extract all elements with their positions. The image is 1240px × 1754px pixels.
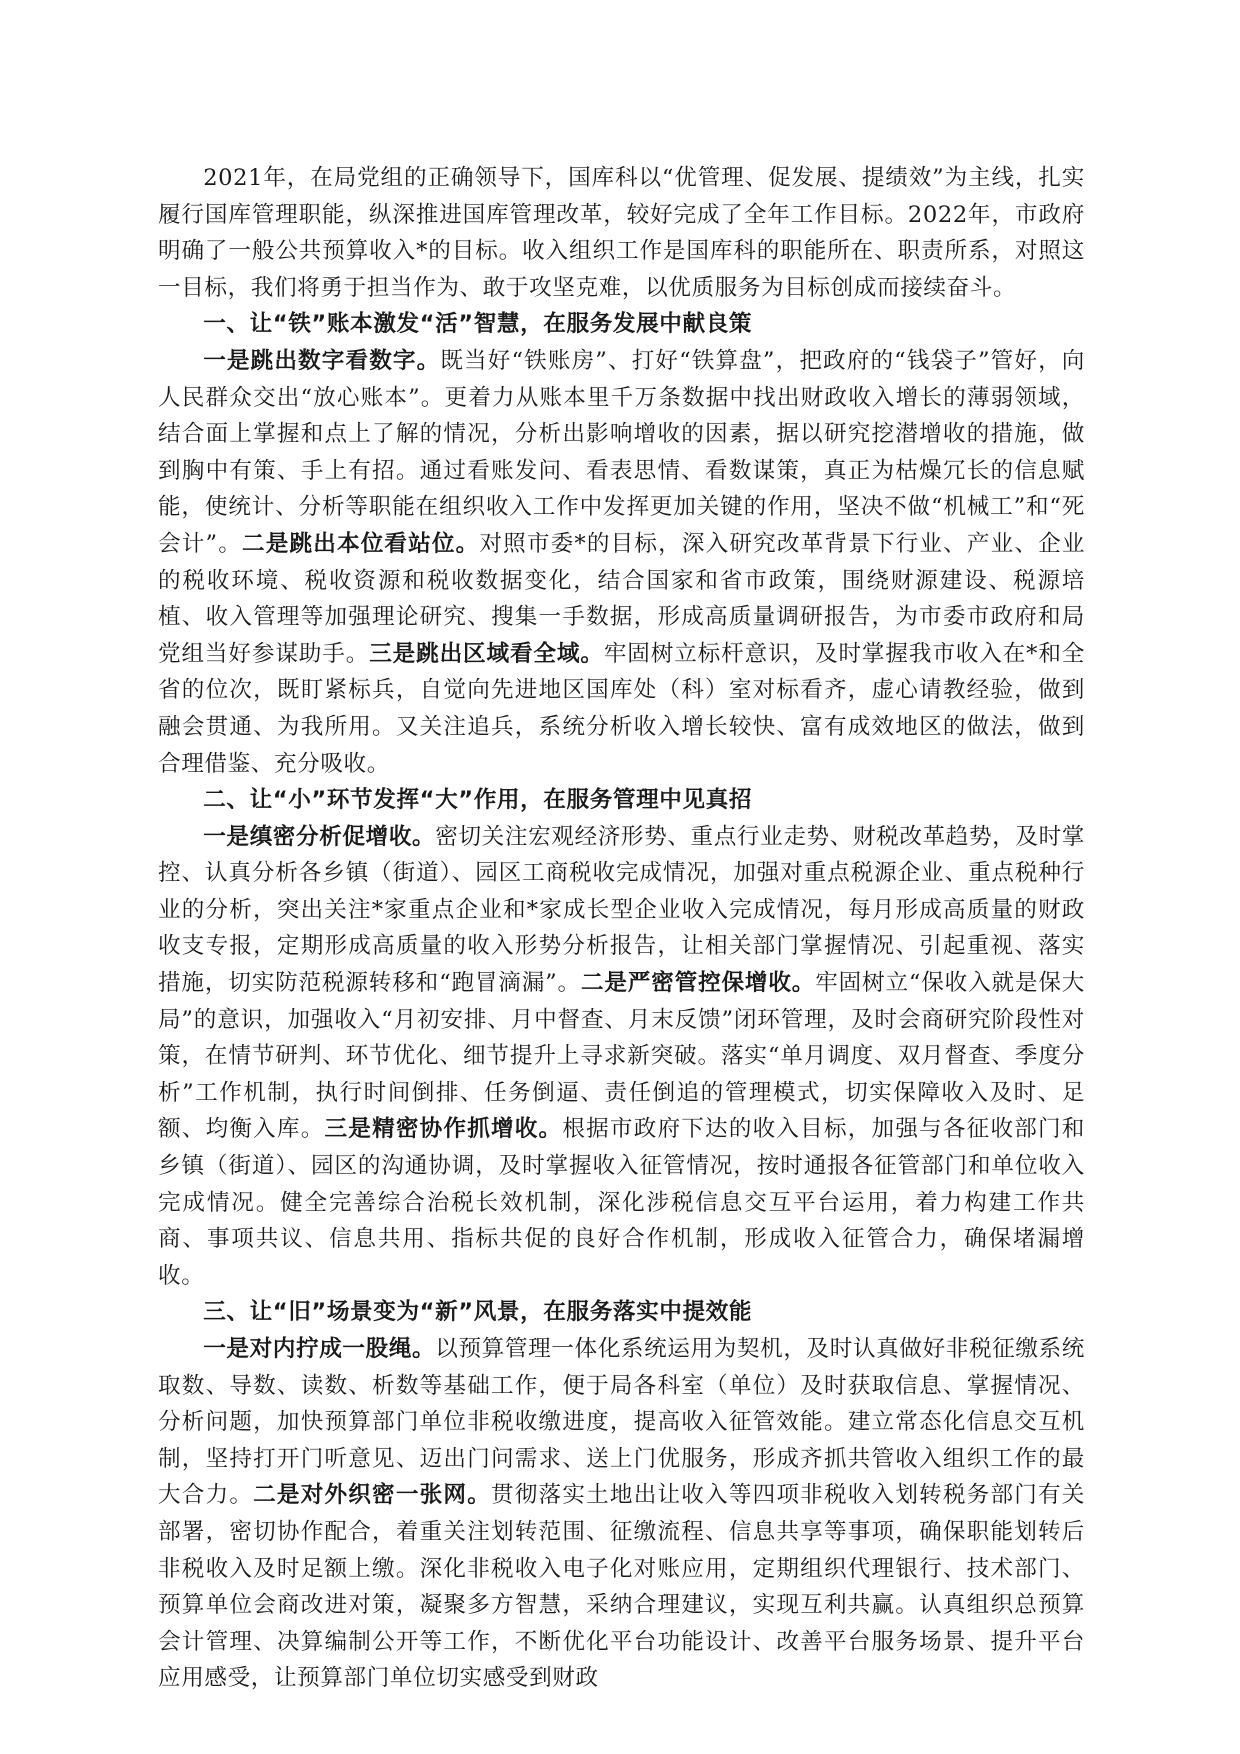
section-3-body <box>158 1331 1085 1697</box>
section-2-lead-3: 三是精密协作抓增收。 <box>324 1116 563 1143</box>
section-2-text-3: 根据市政府下达的收入目标，加强与各征收部门和乡镇（街道）、园区的沟通协调，及时掌握收入征管情况，按时通报各征管部门和单位收入完成情况。健全完善综合治税长效机制，深化涉税信息交互平台运用，着力构建工作共商、事项共议、信息共用、指标共促的良好合作机制，形成收入征管合力，确保堵漏增收。 <box>158 1116 1086 1289</box>
section-3-text-1: 以预算管理一体化系统运用为契机，及时认真做好非税征缴系统取数、导数、读数、析数等基础工作，便于局各科室（单位）及时获取信息、掌握情况、分析问题，加快预算部门单位非税收缴进度，提高收入征管效能。建立常态化信息交互机制，坚持打开门听意见、迈出门问需求、送上门优服务，形成齐抓共管收入组织工作的最大合力。 <box>158 1336 1085 1509</box>
section-1-body <box>158 343 1085 782</box>
section-1-heading: 一、让“铁”账本激发“活”智慧，在服务发展中献良策 <box>203 311 753 338</box>
section-1-text-1: 既当好“铁账房”、打好“铁算盘”，把政府的“钱袋子”管好，向人民群众交出“放心账本”。更着力从账本里千万条数据中找出财政收入增长的薄弱领域，结合面上掌握和点上了解的情况，分析出影响增收的因素，据以研究挖潜增收的措施，做到胸中有策、手上有招。通过看账发问、看表思情、看数谋策，真正为枯燥冗长的信息赋能，使统计、分析等职能在组织收入工作中发挥更加关键的作用，坚决不做“机械工”和“死会计”。 <box>158 347 1086 557</box>
section-2-lead-1: 一是缜密分析促增收。 <box>203 823 436 850</box>
section-1-lead-3: 三是跳出区域看全域。 <box>369 640 604 667</box>
section-3-lead-1: 一是对内拧成一股绳。 <box>203 1336 436 1362</box>
section-2-lead-2: 二是严密管控保增收。 <box>580 970 816 997</box>
section-1-text-2: 对照市委*的目标，深入研究改革背景下行业、产业、企业的税收环境、税收资源和税收数据变化，结合国家和省市政策，围绕财源建设、税源培植、收入管理等加强理论研究、搜集一手数据，形成高质量调研报告，为市委市政府和局党组当好参谋助手。 <box>158 530 1086 667</box>
section-1-text-3: 牢固树立标杆意识，及时掌握我市收入在*和全省的位次，既盯紧标兵，自觉向先进地区国库处（科）室对标看齐，虚心请教经验，做到融会贯通、为我所用。又关注追兵，系统分析收入增长较快、富有成效地区的做法，做到合理借鉴、充分吸收。 <box>158 640 1086 777</box>
section-1-lead-1: 一是跳出数字看数字。 <box>203 347 441 374</box>
section-1-lead-2: 二是跳出本位看站位。 <box>241 530 480 557</box>
section-2-heading: 二、让“小”环节发挥“大”作用，在服务管理中见真招 <box>203 787 753 814</box>
intro-paragraph: 2021年，在局党组的正确领导下，国库科以“优管理、促发展、提绩效”为主线，扎实履行国库管理职能，纵深推进国库管理改革，较好完成了全年工作目标。2022年，市政府明确了一般公共预算收入*的目标。收入组织工作是国库科的职能所在、职责所系，对照这一目标，我们将勇于担当作为、敢于攻坚克难，以优质服务为目标创成而接续奋斗。 <box>158 165 1085 301</box>
section-3-text-2: 贯彻落实土地出让收入等四项非税收入划转税务部门有关部署，密切协作配合，着重关注划转范围、征缴流程、信息共享等事项，确保职能划转后非税收入及时足额上缴。深化非税收入电子化对账应用，定期组织代理银行、技术部门、预算单位会商改进对策，凝聚多方智慧，采纳合理建议，实现互利共赢。认真组织总预算会计管理、决算编制公开等工作，不断优化平台功能设计、改善平台服务场景、提升平台应用感受，让预算部门单位切实感受到财政 <box>158 1482 1085 1692</box>
section-2-text-1: 密切关注宏观经济形势、重点行业走势、财税改革趋势，及时掌控、认真分析各乡镇（街道）、园区工商税收完成情况，加强对重点税源企业、重点税种行业的分析，突出关注*家重点企业和*家成长型企业收入完成情况，每月形成高质量的财政收支专报，定期形成高质量的收入形势分析报告，让相关部门掌握情况、引起重视、落实措施，切实防范税源转移和“跑冒滴漏”。 <box>158 823 1085 997</box>
section-2-body <box>158 819 1085 1295</box>
section-3-heading: 三、让“旧”场景变为“新”风景，在服务落实中提效能 <box>203 1299 753 1326</box>
section-2-text-2: 牢固树立“保收入就是保大局”的意识，加强收入“月初安排、月中督查、月末反馈”闭环管理，及时会商研究阶段性对策，在情节研判、环节优化、细节提升上寻求新突破。落实“单月调度、双月督查、季度分析”工作机制，执行时间倒排、任务倒逼、责任倒追的管理模式，切实保障收入及时、足额、均衡入库。 <box>158 970 1085 1143</box>
section-3-lead-2: 二是对外织密一张网。 <box>253 1482 491 1509</box>
